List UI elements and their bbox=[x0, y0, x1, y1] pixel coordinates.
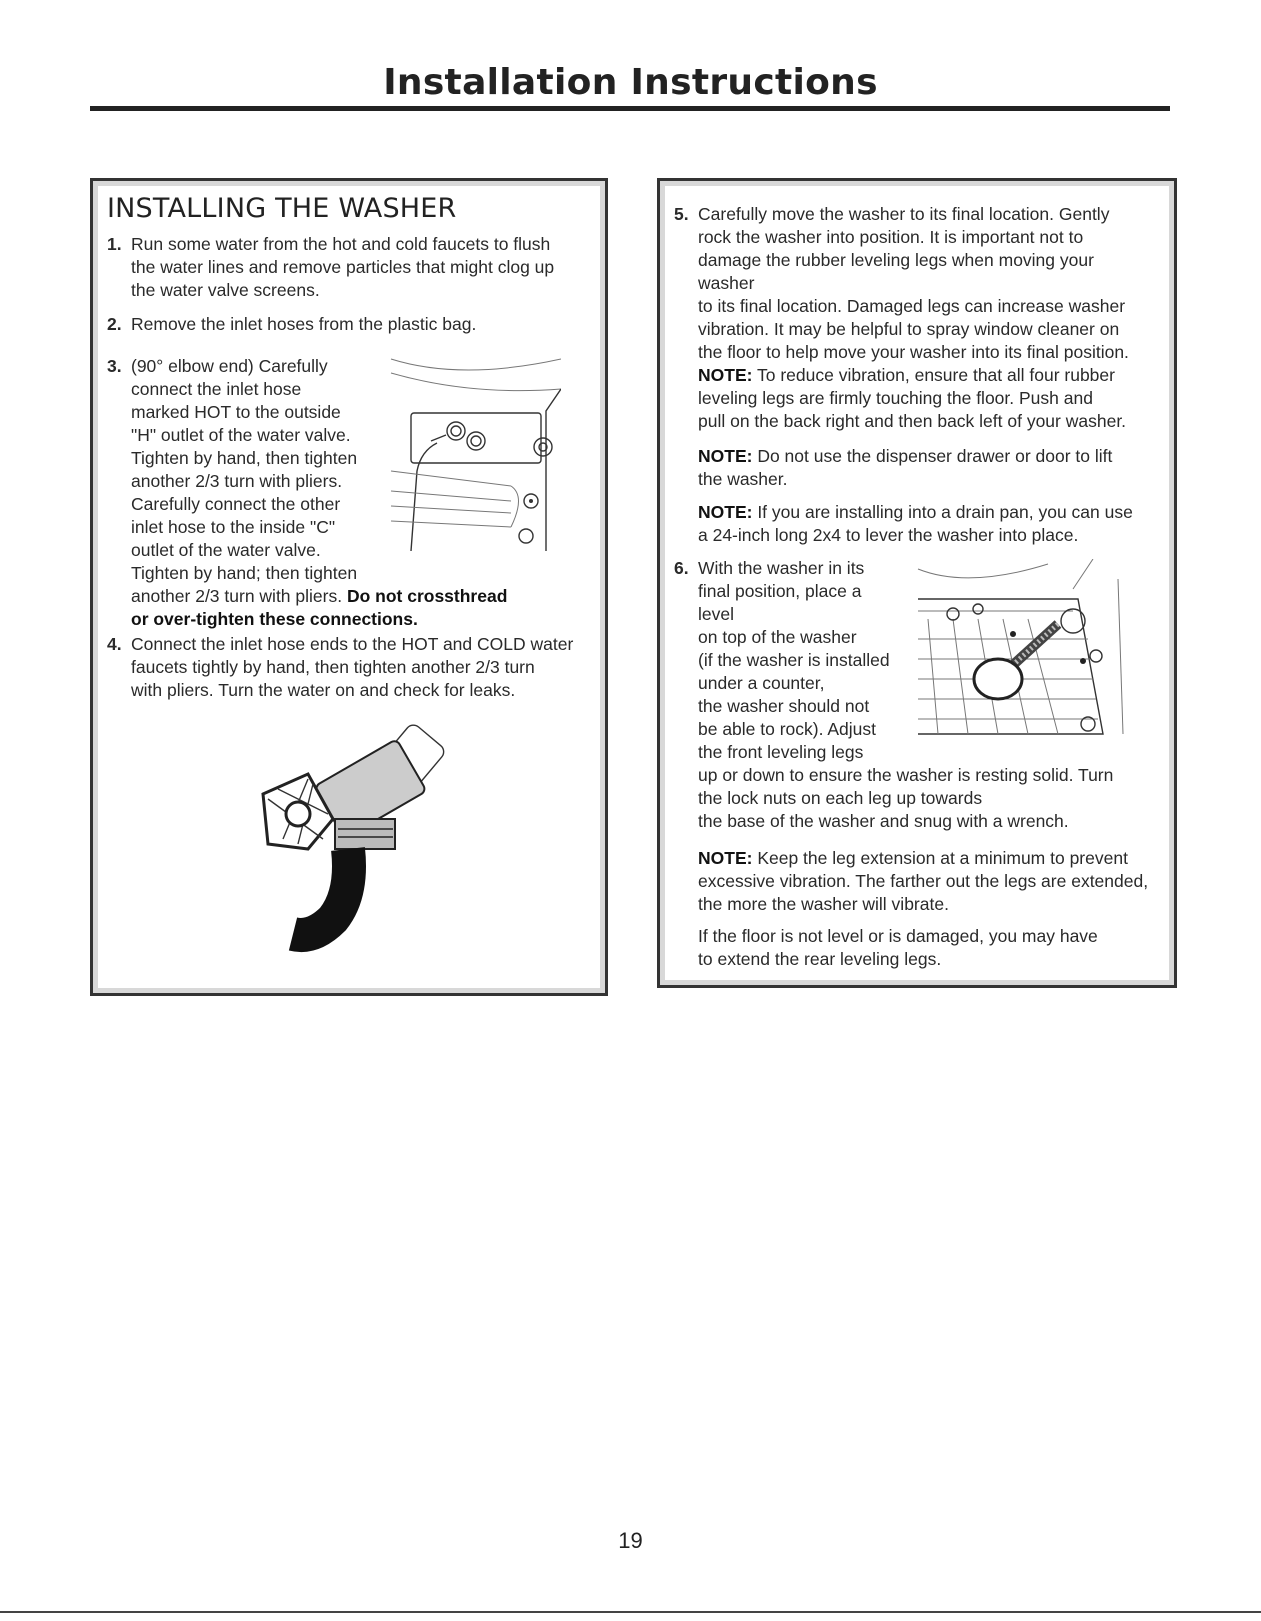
note-text: To reduce vibration, ensure that all four rubber bbox=[752, 365, 1115, 385]
step-6-line: the lock nuts on each leg up towards bbox=[698, 788, 983, 808]
step-3-line bbox=[131, 585, 507, 608]
faucet-illustration bbox=[253, 719, 453, 959]
step-number: 4. bbox=[107, 634, 122, 654]
step-3-line: Carefully connect the other bbox=[131, 494, 341, 514]
step-5 bbox=[674, 203, 1129, 433]
step-3-line: another 2/3 turn with pliers. bbox=[131, 471, 343, 491]
step-6-line: level bbox=[698, 604, 734, 624]
note-drain-pan bbox=[698, 501, 1133, 547]
note-label: NOTE: bbox=[698, 365, 753, 385]
final-line: If the floor is not level or is damaged, you may have bbox=[698, 926, 1098, 946]
water-valve-illustration bbox=[361, 351, 561, 551]
step-1-line: Run some water from the hot and cold faucets to flush bbox=[131, 234, 551, 254]
page-number: 19 bbox=[618, 1528, 643, 1553]
note-line: the more the washer will vibrate. bbox=[698, 894, 949, 914]
step-5-note: leveling legs are firmly touching the floor. Push and bbox=[698, 388, 1093, 408]
section-heading: INSTALLING THE WASHER bbox=[107, 193, 457, 224]
warning-text: Do not crossthread bbox=[346, 586, 508, 606]
step-6-line: the washer should not bbox=[698, 696, 870, 716]
step-3-line: (90° elbow end) Carefully bbox=[131, 356, 328, 376]
step-5-line: vibration. It may be helpful to spray window cleaner on bbox=[698, 319, 1120, 339]
step-number: 5. bbox=[674, 204, 689, 224]
step-6-line: up or down to ensure the washer is resting solid. Turn bbox=[698, 765, 1114, 785]
step-5-note bbox=[698, 364, 1129, 387]
note-label: NOTE: bbox=[698, 502, 753, 522]
final-paragraph bbox=[698, 925, 1098, 971]
step-number: 3. bbox=[107, 356, 122, 376]
step-4-line: with pliers. Turn the water on and check for leaks. bbox=[131, 680, 516, 700]
leveling-panel bbox=[657, 178, 1177, 988]
note-line bbox=[698, 501, 1133, 524]
step-4 bbox=[107, 633, 574, 702]
step-3-line: inlet hose to the inside "C" bbox=[131, 517, 336, 537]
note-text: Keep the leg extension at a minimum to prevent bbox=[752, 848, 1128, 868]
step-3-line: marked HOT to the outside bbox=[131, 402, 341, 422]
note-line: the washer. bbox=[698, 469, 788, 489]
step-2 bbox=[107, 313, 477, 336]
note-leg-extension bbox=[698, 847, 1148, 916]
step-5-line: washer bbox=[698, 273, 755, 293]
bottom-rule bbox=[0, 1611, 1261, 1613]
warning-text: or over-tighten these connections. bbox=[131, 609, 418, 629]
note-text: If you are installing into a drain pan, you can use bbox=[752, 502, 1133, 522]
title-rule bbox=[90, 106, 1170, 111]
step-5-line: to its final location. Damaged legs can increase washer bbox=[698, 296, 1126, 316]
step-5-line: the floor to help move your washer into its final position. bbox=[698, 342, 1129, 362]
step-4-line: faucets tightly by hand, then tighten another 2/3 turn bbox=[131, 657, 535, 677]
note-text: Do not use the dispenser drawer or door to lift bbox=[752, 446, 1113, 466]
step-1-line: the water valve screens. bbox=[131, 280, 320, 300]
step-3-line: Tighten by hand; then tighten bbox=[131, 563, 358, 583]
leveling-leg-illustration bbox=[908, 559, 1138, 749]
page-title: Installation Instructions bbox=[383, 62, 878, 103]
step-2-line: Remove the inlet hoses from the plastic bag. bbox=[131, 314, 477, 334]
note-label: NOTE: bbox=[698, 848, 753, 868]
step-6-line: final position, place a bbox=[698, 581, 862, 601]
step-5-line: damage the rubber leveling legs when moving your bbox=[698, 250, 1094, 270]
step-5-line: rock the washer into position. It is important not to bbox=[698, 227, 1084, 247]
step-6-line: on top of the washer bbox=[698, 627, 857, 647]
step-6-line: (if the washer is installed bbox=[698, 650, 890, 670]
installing-washer-panel bbox=[90, 178, 608, 996]
note-line: excessive vibration. The farther out the legs are extended, bbox=[698, 871, 1149, 891]
step-number: 1. bbox=[107, 234, 122, 254]
step-3-text: another 2/3 turn with pliers. bbox=[131, 586, 347, 606]
step-6-line: With the washer in its bbox=[698, 558, 865, 578]
step-4-line: Connect the inlet hose ends to the HOT and COLD water bbox=[131, 634, 574, 654]
step-6-line: the base of the washer and snug with a wrench. bbox=[698, 811, 1069, 831]
step-5-line: Carefully move the washer to its final location. Gently bbox=[698, 204, 1110, 224]
final-line: to extend the rear leveling legs. bbox=[698, 949, 942, 969]
step-6-line: be able to rock). Adjust bbox=[698, 719, 877, 739]
step-3-line: Tighten by hand, then tighten bbox=[131, 448, 358, 468]
step-3-line: outlet of the water valve. bbox=[131, 540, 321, 560]
step-1 bbox=[107, 233, 555, 302]
note-line bbox=[698, 445, 1112, 468]
note-line: a 24-inch long 2x4 to lever the washer into place. bbox=[698, 525, 1079, 545]
note-dispenser bbox=[698, 445, 1112, 491]
step-number: 6. bbox=[674, 558, 689, 578]
step-6-line: under a counter, bbox=[698, 673, 825, 693]
step-1-line: the water lines and remove particles that might clog up bbox=[131, 257, 555, 277]
step-5-note: pull on the back right and then back left of your washer. bbox=[698, 411, 1127, 431]
step-number: 2. bbox=[107, 314, 122, 334]
step-3-line: connect the inlet hose bbox=[131, 379, 302, 399]
step-3-line: "H" outlet of the water valve. bbox=[131, 425, 351, 445]
step-6-line: the front leveling legs bbox=[698, 742, 864, 762]
note-line bbox=[698, 847, 1148, 870]
note-label: NOTE: bbox=[698, 446, 753, 466]
